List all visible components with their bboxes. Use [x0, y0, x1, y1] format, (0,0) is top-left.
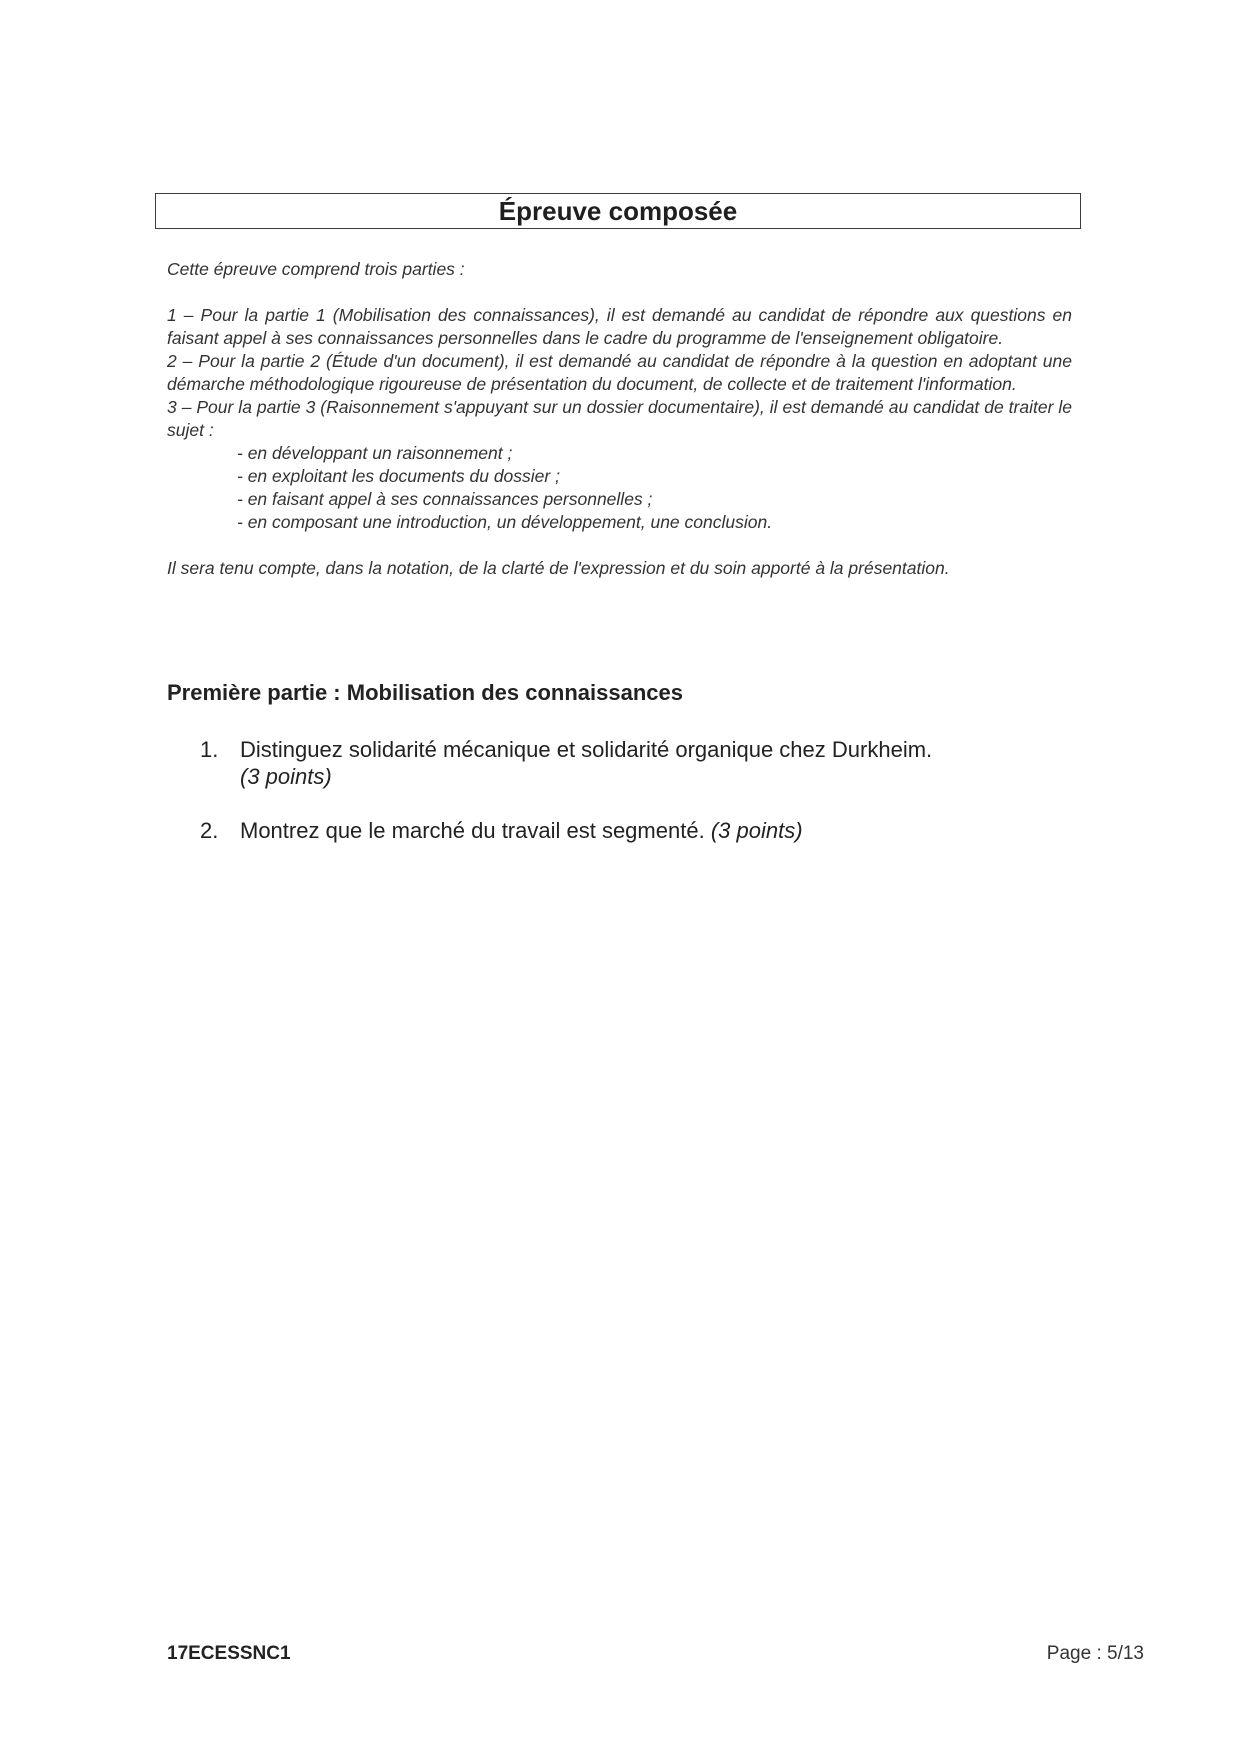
instruction-bullet-list	[167, 442, 1072, 534]
instructions-intro: Cette épreuve comprend trois parties :	[167, 259, 465, 279]
question-text: Montrez que le marché du travail est segmenté.	[240, 818, 705, 843]
instruction-bullet: - en développant un raisonnement ;	[237, 443, 513, 463]
question-list	[200, 736, 1020, 871]
page-number: Page : 5/13	[1046, 1643, 1144, 1664]
part-one-title: Première partie : Mobilisation des connaissances	[167, 680, 683, 705]
instruction-item-3: 3 – Pour la partie 3 (Raisonnement s'appuyant sur un dossier documentaire), il est demandé au candidat de traiter le sujet :	[167, 397, 1072, 440]
question-body	[240, 736, 932, 790]
question-number: 1.	[200, 737, 219, 762]
instructions-block	[167, 258, 1072, 580]
instruction-bullet: - en exploitant les documents du dossier ;	[237, 466, 560, 486]
question-points: (3 points)	[240, 764, 332, 789]
instruction-item-2: 2 – Pour la partie 2 (Étude d'un document), il est demandé au candidat de répondre à la question en adoptant une démarche méthodologique rigoureuse de présentation du document, de collecte et de traitement l'information.	[167, 351, 1072, 394]
question-body	[240, 817, 803, 844]
instruction-bullet: - en faisant appel à ses connaissances personnelles ;	[237, 489, 653, 509]
grading-note: Il sera tenu compte, dans la notation, de la clarté de l'expression et du soin apporté à la présentation.	[167, 558, 950, 578]
question-text: Distinguez solidarité mécanique et solidarité organique chez Durkheim.	[240, 737, 933, 762]
subject-code: 17ECESSNC1	[167, 1643, 291, 1664]
instruction-item-1: 1 – Pour la partie 1 (Mobilisation des connaissances), il est demandé au candidat de répondre aux questions en faisant appel à ses connaissances personnelles dans le cadre du programme de l'enseignement obligatoire.	[167, 305, 1072, 348]
question-item	[200, 817, 1020, 844]
instruction-bullet: - en composant une introduction, un développement, une conclusion.	[237, 512, 773, 532]
question-item	[200, 736, 1020, 790]
page-title: Épreuve composée	[498, 196, 738, 226]
question-points: (3 points)	[710, 818, 803, 843]
title-box	[155, 193, 1081, 229]
question-number: 2.	[200, 818, 219, 843]
